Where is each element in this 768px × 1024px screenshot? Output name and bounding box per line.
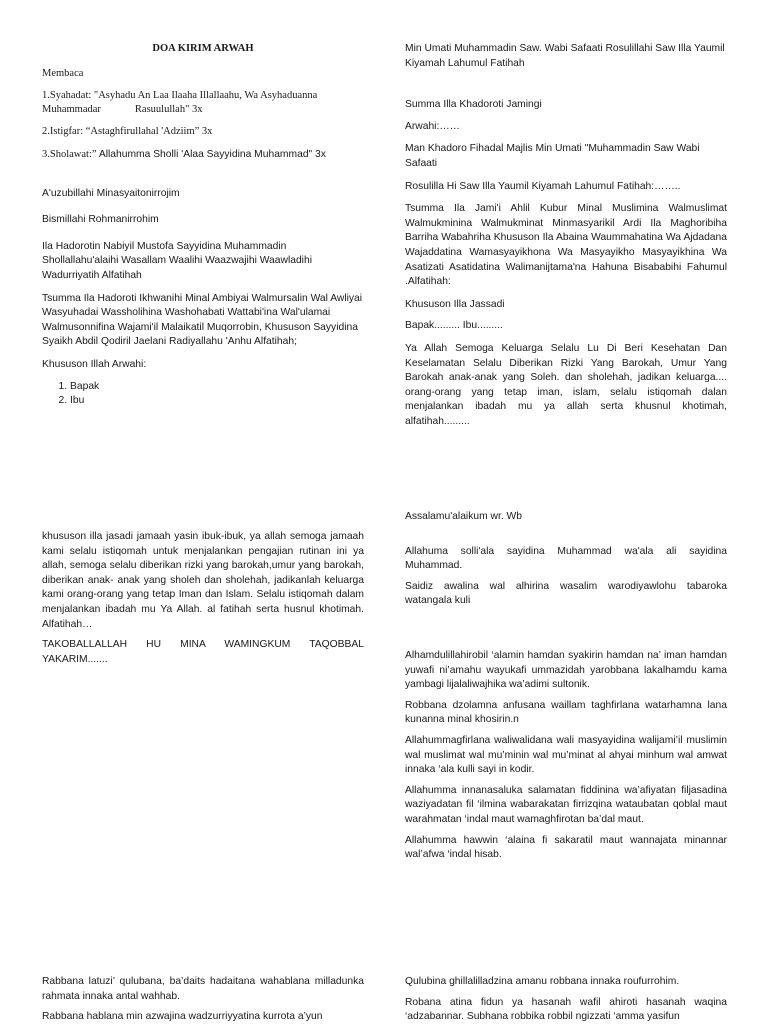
auzubillah-line: A'uzubillahi Minasyaitonirrojim [42, 187, 180, 199]
bapak-ibu-line: Bapak......... Ibu......... [405, 320, 503, 332]
qulubina-paragraph: Qulubina ghillalilladzina amanu robbana innaka roufurrohim. [405, 976, 680, 987]
khususon-jasadi-paragraph: khususon illa jasadi jamaah yasin ibuk-ibuk, ya allah semoga jamaah kami selalu istiqomah untuk menjalankan pengajian rutinan ini ya allah, semoga selalu diberikan rizki yang barokah,umur yang barokah, diberikan anak- anak yang sholeh dan sholehah, jadikanlah keluarga kami orang-orang yang tetap Iman dan Islam. Selalu istiqomah dalam menjalankan ibadah mu Ya Allah. al fatihah serta husnul khotimah. Alfatihah… [42, 531, 364, 630]
alhamdulillah-paragraph: Alhamdulillahirobil ‘alamin hamdan syakirin hamdan na’ iman hamdan yuwafi ni’amahu wayukafi ummazidah yarobbana lakalhamdu kama yambagi lijalaliwajhika wa’adimi sultonik. [405, 649, 727, 691]
syahadat-rasuulullah: Rasuulullah" 3x [134, 103, 203, 115]
min-umati-paragraph: Min Umati Muhammadin Saw. Wabi Safaati Rosulillahi Saw Illa Yaumil Kiyamah Lahumul Fatihah [405, 43, 725, 69]
syahadat-line-1: 1.Syahadat: "Asyhadu An Laa Ilaaha Illallaahu, Wa Asyhaduanna [42, 90, 318, 102]
istigfar-line: 2.Istigfar: “Astaghfirullahal 'Adziim” 3x [42, 126, 213, 138]
khususon-jassadi-label: Khususon Illa Jassadi [405, 298, 505, 310]
syahadat-line-2 [42, 103, 364, 117]
bismillah-line: Bismillahi Rohmanirrohim [42, 214, 159, 226]
doc-title: DOA KIRIM ARWAH [152, 43, 254, 54]
innanasaluka-paragraph: Allahumma innanasaluka salamatan fiddinina wa’afiyatan filjasadina waziyadatan fil ‘ilmina wabarakatan firrizqina wataubatan qoblal maut warahmatan ‘indal maut wamaghfirotan ba’dal maut. [405, 784, 727, 825]
takoballallah-paragraph: TAKOBALLALLAH HU MINA WAMINGKUM TAQOBBAL YAKARIM....... [42, 639, 364, 665]
robbana-dzolamna-paragraph: Robbana dzolamna anfusana waillam taghfirlana watarhamna lana kunanna minal khosirin.n [405, 699, 727, 726]
right-column-bottom [405, 975, 727, 1024]
list-item: 1. Bapak [70, 380, 364, 395]
syahadat-muhammadar: Muhammadar [42, 103, 101, 115]
left-column-top [42, 42, 364, 409]
sholawat-text: Allahumma Sholli 'Alaa Sayyidina Muhammad" 3x [96, 148, 326, 160]
tsumma-paragraph: Tsumma Ila Hadoroti Ikhwanihi Minal Ambiyai Walmursalin Wal Awliyai Wasyuhadai Wassholihina Washohabati Wattabi'ina Wal'ulamai Walmusonnifina Wajami'il Malaikatil Muqorrobin, Khususon Sayyidina Syaikh Abdil Qodiril Jaelani Radiyallahu 'Anhu Alfatihah; [42, 292, 363, 348]
tsumma-ila-jami-paragraph: Tsumma Ila Jami'i Ahlil Kubur Minal Muslimina Walmuslimat Walmukminina Walmukminat Minmasyarikil Ardi Ila Maghoribiha Barriha Wabahriha Khususon Ila Abaina Waummahatina Wa Ajdadana Wajaddatina Wamasyayikhona Wa Masyayikho Masyayikhina Wa Asatizati Asatidatina Walimanijtama'na Hahuna Bisababihi Fahumul .Alfatihah: [405, 203, 727, 288]
left-column-middle [42, 530, 364, 667]
saidiz-paragraph: Saidiz awalina wal alhirina wasalim warodiyawlohu tabaroka watangala kuli [405, 580, 727, 607]
arwahi-line: Arwahi:…… [405, 120, 460, 132]
ila-hadorotin-paragraph: Ila Hadorotin Nabiyil Mustofa Sayyidina Muhammadin Shollallahu'alaihi Wasallam Waalihi Waazwajihi Waawladihi Wadurriyatih Alfatihah [42, 240, 312, 281]
summa-line: Summa Illa Khadoroti Jamingi [405, 99, 542, 111]
khususon-arwahi-label: Khususon Illah Arwahi: [42, 358, 147, 370]
allahuma-solli-paragraph: Allahuma solli'ala sayidina Muhammad wa'ala ali sayidina Muhammad. [405, 545, 727, 572]
rabbana-hablana-paragraph: Rabbana hablana min azwajina wadzurriyyatina kurrota a’yun [42, 1011, 323, 1023]
membaca-label: Membaca [42, 67, 84, 79]
sholawat-line [42, 148, 364, 163]
allahummagfirlana-paragraph: Allahummagfirlana waliwalidana wali masyayidina walijami’il muslimin wal muslimat wal mu’minin wal mu’minat al ahyai minhum wal amwat innaka ‘ala kulli sayi in kodir. [405, 734, 727, 776]
left-column-bottom [42, 975, 364, 1024]
sholawat-label: 3.Sholawat:” [42, 148, 97, 160]
robana-atina-paragraph: Robana atina fidun ya hasanah wafil ahiroti hasanah waqina ‘adzabannar. Subhana robbika robbil ngizzati ‘amma yasifun [405, 996, 727, 1023]
list-item: 2. Ibu [70, 394, 364, 409]
hawwin-paragraph: Allahumma hawwin ‘alaina fi sakaratil maut wannajata minannar wal’afwa ‘indal hisab. [405, 834, 727, 861]
ya-allah-paragraph: Ya Allah Semoga Keluarga Selalu Lu Di Beri Kesehatan Dan Keselamatan Selalu Diberikan Rizki Yang Barokah, Umur Yang Barokah anak-anak yang Soleh. dan sholehah, jadikan keluarga.... orang-orang yang tetap iman, islam, selalu istiqomah dalan menjalankan ibadah mu ya allah serta khusnul khotimah, alfatihah......... [405, 342, 727, 427]
arwahi-list [42, 380, 364, 409]
rabbana-latuzi-paragraph: Rabbana latuzi’ qulubana, ba’daits hadaitana wahablana milladunka rahmata innaka antal wahhab. [42, 976, 364, 1002]
right-column-top [405, 42, 727, 429]
man-khadoro-paragraph: Man Khadoro Fihadal Majlis Min Umati "Muhammadin Saw Wabi Safaati [405, 143, 700, 169]
rosulilla-line: Rosulilla Hi Saw Illa Yaumil Kiyamah Lahumul Fatihah:…….. [405, 180, 681, 192]
assalamu-line: Assalamu'alaikum wr. Wb [405, 511, 522, 522]
right-column-middle [405, 510, 727, 863]
